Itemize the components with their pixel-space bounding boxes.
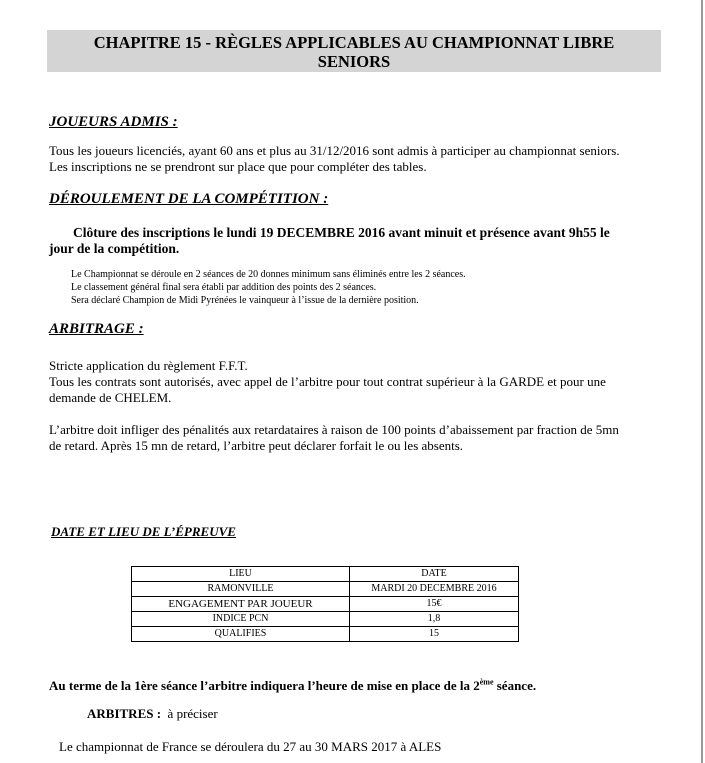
table-cell: LIEU <box>132 567 350 582</box>
joueurs-line1: Tous les joueurs licenciés, ayant 60 ans et plus au 31/12/2016 sont admis à participer au championnat seniors. <box>49 143 620 158</box>
table-cell: QUALIFIES <box>132 627 350 642</box>
event-info-table <box>131 566 519 642</box>
table-row <box>132 582 519 597</box>
deroulement-small2: Le classement général final sera établi par addition des points des 2 séances. <box>71 282 377 293</box>
terme-superscript: ème <box>479 677 494 687</box>
arbitrage-line2: Tous les contrats sont autorisés, avec appel de l’arbitre pour tout contrat supérieur à la GARDE et pour une <box>49 374 606 389</box>
arbitrage-line4: L’arbitre doit infliger des pénalités aux retardataires à raison de 100 points d’abaissement par fraction de 5mn <box>49 422 619 437</box>
deroulement-small1: Le Championnat se déroule en 2 séances de 20 donnes minimum sans éliminés entre les 2 séances. <box>71 269 466 280</box>
arbitrage-line5: de retard. Après 15 mn de retard, l’arbitre peut déclarer forfait le ou les absents. <box>49 438 464 453</box>
table-cell: 15€ <box>350 597 519 612</box>
chapter-title-line2: SENIORS <box>317 52 391 71</box>
terme-main: Au terme de la 1ère séance l’arbitre indiquera l’heure de mise en place de la 2 <box>49 678 480 693</box>
table-cell: MARDI 20 DECEMBRE 2016 <box>350 582 519 597</box>
terme-end: séance. <box>493 678 537 693</box>
chapter-title-line1: CHAPITRE 15 - RÈGLES APPLICABLES AU CHAMPIONNAT LIBRE <box>93 33 615 52</box>
terme-text <box>49 678 536 694</box>
arbitrage-heading: ARBITRAGE : <box>49 321 144 337</box>
table-cell: ENGAGEMENT PAR JOUEUR <box>132 597 350 612</box>
table-row <box>132 597 519 612</box>
table-cell: RAMONVILLE <box>132 582 350 597</box>
table-row <box>132 627 519 642</box>
table-cell: 1,8 <box>350 612 519 627</box>
table-cell: INDICE PCN <box>132 612 350 627</box>
joueurs-heading: JOUEURS ADMIS : <box>49 114 178 130</box>
table-row <box>132 612 519 627</box>
deroulement-bold-line2: jour de la compétition. <box>49 241 180 256</box>
deroulement-bold-line1: Clôture des inscriptions le lundi 19 DECEMBRE 2016 avant minuit et présence avant 9h55 le <box>73 225 610 240</box>
france-line: Le championnat de France se déroulera du 27 au 30 MARS 2017 à ALES <box>59 739 442 754</box>
joueurs-line2: Les inscriptions ne se prendront sur place que pour compléter des tables. <box>49 159 427 174</box>
table-cell: DATE <box>350 567 519 582</box>
arbitres-value: à préciser <box>167 706 218 721</box>
table-cell: 15 <box>350 627 519 642</box>
chapter-title <box>47 30 661 72</box>
deroulement-heading: DÉROULEMENT DE LA COMPÉTITION : <box>49 191 329 207</box>
arbitrage-line1: Stricte application du règlement F.F.T. <box>49 358 248 373</box>
date-lieu-heading: DATE ET LIEU DE L’ÉPREUVE <box>51 524 236 539</box>
arbitrage-line3: demande de CHELEM. <box>49 390 172 405</box>
arbitres-label: ARBITRES : <box>87 706 162 721</box>
arbitres-line <box>87 706 218 722</box>
deroulement-small3: Sera déclaré Champion de Midi Pyrénées le vainqueur à l’issue de la dernière position. <box>71 295 419 306</box>
table-row <box>132 567 519 582</box>
